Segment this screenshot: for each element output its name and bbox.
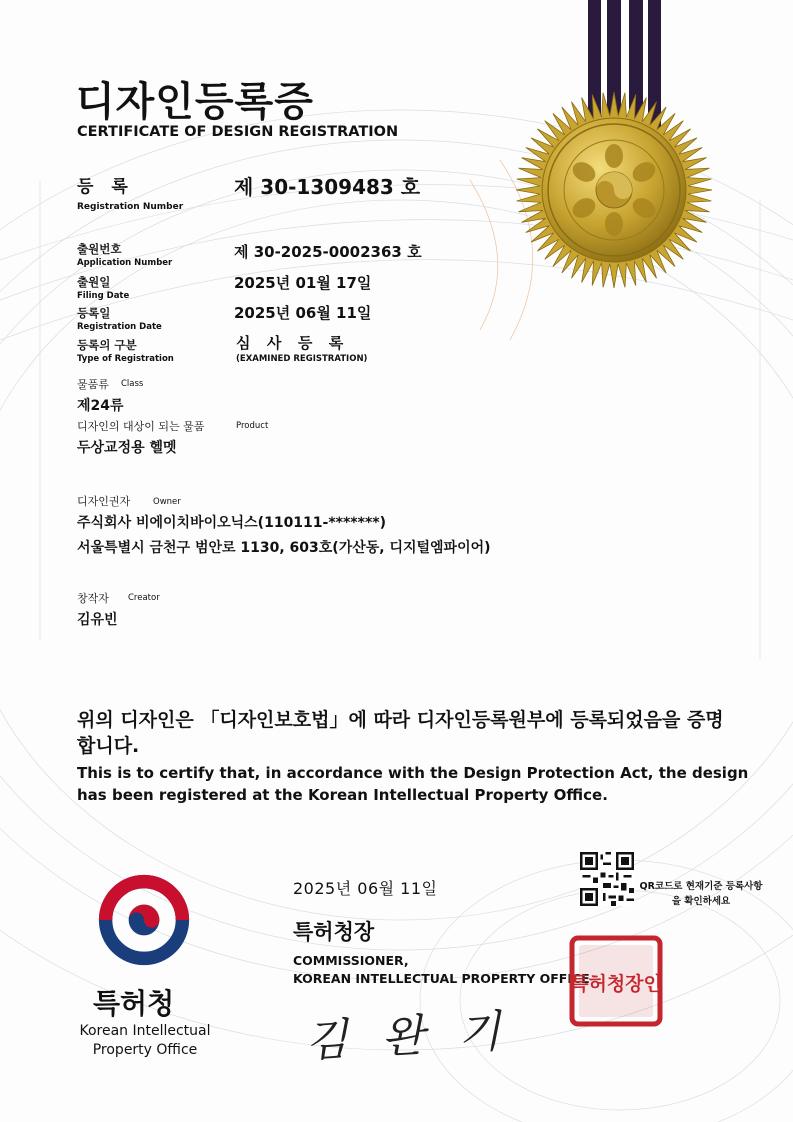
owner-label: 디자인권자 (77, 495, 131, 508)
owner-name: 주식회사 비에이치바이오닉스(110111-*******) (77, 515, 386, 531)
commissioner-signature: 김 완 기 (304, 1005, 512, 1068)
filing-date-label-english: Filing Date (77, 291, 130, 301)
red-seal-text: 특허청장인 (570, 973, 662, 995)
owner-address: 서울특별시 금천구 범안로 1130, 603호(가산동, 디지털엠파이어) (77, 540, 491, 556)
application-number-label-english: Application Number (77, 258, 173, 268)
application-number-label: 출원번호 (77, 242, 122, 256)
filing-date-label: 출원일 (77, 275, 111, 289)
owner-label-english: Owner (153, 497, 181, 507)
gold-seal-icon (514, 90, 714, 290)
product-label: 디자인의 대상이 되는 물품 (77, 420, 205, 433)
filing-date-value: 2025년 01월 17일 (234, 274, 372, 292)
registration-date-label: 등록일 (77, 306, 111, 320)
taegeuk-logo-icon (96, 872, 192, 968)
issue-date: 2025년 06월 11일 (293, 879, 438, 898)
class-value: 제24류 (77, 398, 124, 414)
application-number-value: 제 30-2025-0002363 호 (234, 243, 422, 261)
commissioner-title-line1: COMMISSIONER, (293, 953, 409, 968)
red-seal-stamp-icon (568, 934, 664, 1028)
registration-date-label-english: Registration Date (77, 322, 162, 332)
creator-label-english: Creator (128, 593, 160, 603)
certificate-title-english: CERTIFICATE OF DESIGN REGISTRATION (77, 124, 399, 140)
qr-code-icon[interactable] (580, 852, 634, 906)
commissioner-title-korean: 특허청장 (293, 920, 375, 944)
product-value: 두상교정용 헬멧 (77, 440, 177, 456)
certification-statement-korean: 위의 디자인은 「디자인보호법」에 따라 디자인등록원부에 등록되었음을 증명합니다. (77, 709, 724, 757)
commissioner-title-english (293, 952, 590, 988)
qr-code-note: QR코드로 현재기준 등록사항을 확인하세요 (639, 881, 763, 907)
class-label-english: Class (121, 379, 144, 389)
registration-type-label-english: Type of Registration (77, 354, 174, 364)
registration-number: 제 30-1309483 호 (234, 175, 421, 199)
registration-type-label: 등록의 구분 (77, 338, 137, 352)
registration-date-value: 2025년 06월 11일 (234, 304, 372, 322)
kipo-english-name: Korean Intellectual Property Office (79, 1023, 211, 1058)
class-label: 물품류 (77, 378, 109, 391)
commissioner-title-line2: KOREAN INTELLECTUAL PROPERTY OFFICE (293, 971, 590, 986)
creator-label: 창작자 (77, 592, 109, 605)
registration-label: 등 록 (77, 177, 134, 197)
registration-label-english: Registration Number (77, 202, 184, 212)
certificate-title-korean: 디자인등록증 (76, 79, 314, 125)
registration-type-value: 심 사 등 록 (236, 334, 346, 352)
creator-name: 김유빈 (77, 612, 118, 628)
certification-statement-english: This is to certify that, in accordance with the Design Protection Act, the design has been registered at the Korean Intellectual Property Office. (77, 764, 749, 804)
kipo-name: 특허청 (93, 987, 175, 1020)
registration-type-subvalue: (EXAMINED REGISTRATION) (236, 354, 368, 364)
product-label-english: Product (236, 421, 269, 431)
